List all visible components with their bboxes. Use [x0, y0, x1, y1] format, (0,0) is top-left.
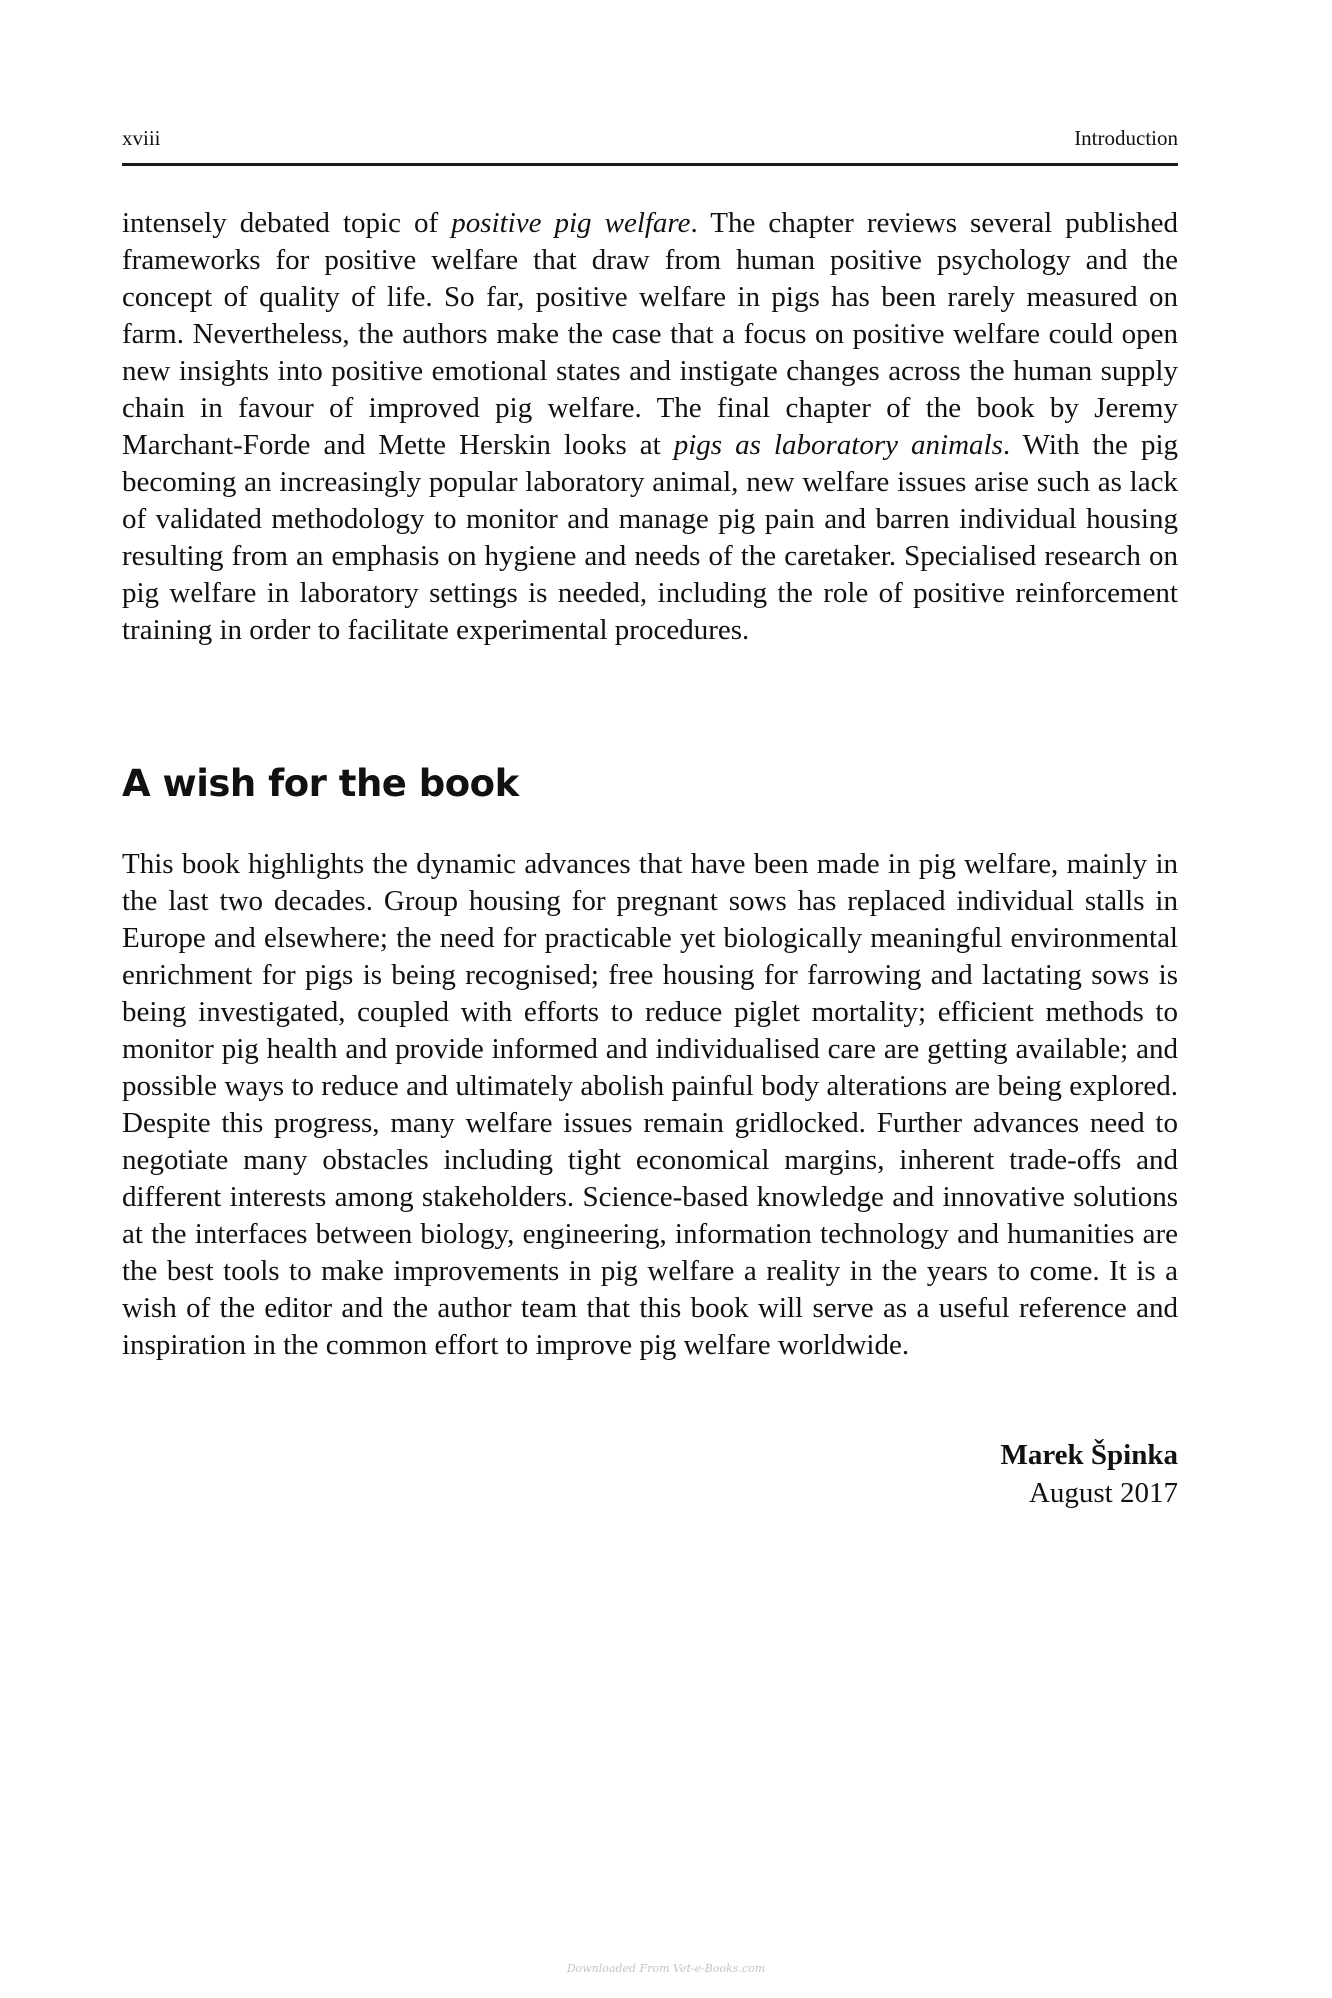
body-paragraph-1 [122, 205, 1178, 649]
author-name: Marek Špinka [1000, 1439, 1178, 1471]
download-watermark: Downloaded From Vet-e-Books.com [566, 1962, 766, 1975]
page-number: xviii [122, 126, 161, 150]
signature-block [1000, 1436, 1178, 1512]
paragraph-text: . With the pig becoming an increasingly popular laboratory animal, new welfare issues arise such as lack of validated methodology to monitor and manage pig pain and barren individual housing resulting from an emphasis on hygiene and needs of the caretaker. Specialised research on pig welfare in laboratory settings is needed, including the role of positive reinforcement training in order to facilitate experimental procedures. [122, 429, 1179, 646]
running-head-title: Introduction [1074, 126, 1178, 150]
running-head [122, 124, 1178, 166]
body-paragraph-2: This book highlights the dynamic advances that have been made in pig welfare, mainly in the last two decades. Group housing for pregnant sows has replaced individual stalls in Europe and elsewhere; the need for practicable yet biologically meaningful environmental enrichment for pigs is being recognised; free housing for farrowing and lactating sows is being investigated, coupled with efforts to reduce piglet mortality; efficient methods to monitor pig health and provide informed and individualised care are getting available; and possible ways to reduce and ultimately abolish painful body alterations are being explored. Despite this progress, many welfare issues remain gridlocked. Further advances need to negotiate many obstacles including tight economical margins, inherent trade-offs and different interests among stakeholders. Science-based knowledge and innovative solutions at the interfaces between biology, engineering, information technology and humanities are the best tools to make improvements in pig welfare a reality in the years to come. It is a wish of the editor and the author team that this book will serve as a useful reference and inspiration in the common effort to improve pig welfare worldwide. [122, 848, 1178, 1361]
paragraph-text: . The chapter reviews several published frameworks for positive welfare that draw from human positive psychology and the concept of quality of life. So far, positive welfare in pigs has been rarely measured on farm. Nevertheless, the authors make the case that a focus on positive welfare could open new insights into positive emotional states and instigate changes across the human supply chain in favour of improved pig welfare. The final chapter of the book by Jeremy Marchant-Forde and Mette Herskin looks at [122, 207, 1178, 461]
emphasis-positive-pig-welfare: positive pig welfare [451, 207, 691, 239]
paragraph-text: intensely debated topic of [122, 207, 452, 239]
emphasis-pigs-as-laboratory-animals: pigs as laboratory animals [673, 429, 1003, 461]
section-heading: A wish for the book [122, 762, 519, 805]
signature-date: August 2017 [1028, 1477, 1178, 1509]
